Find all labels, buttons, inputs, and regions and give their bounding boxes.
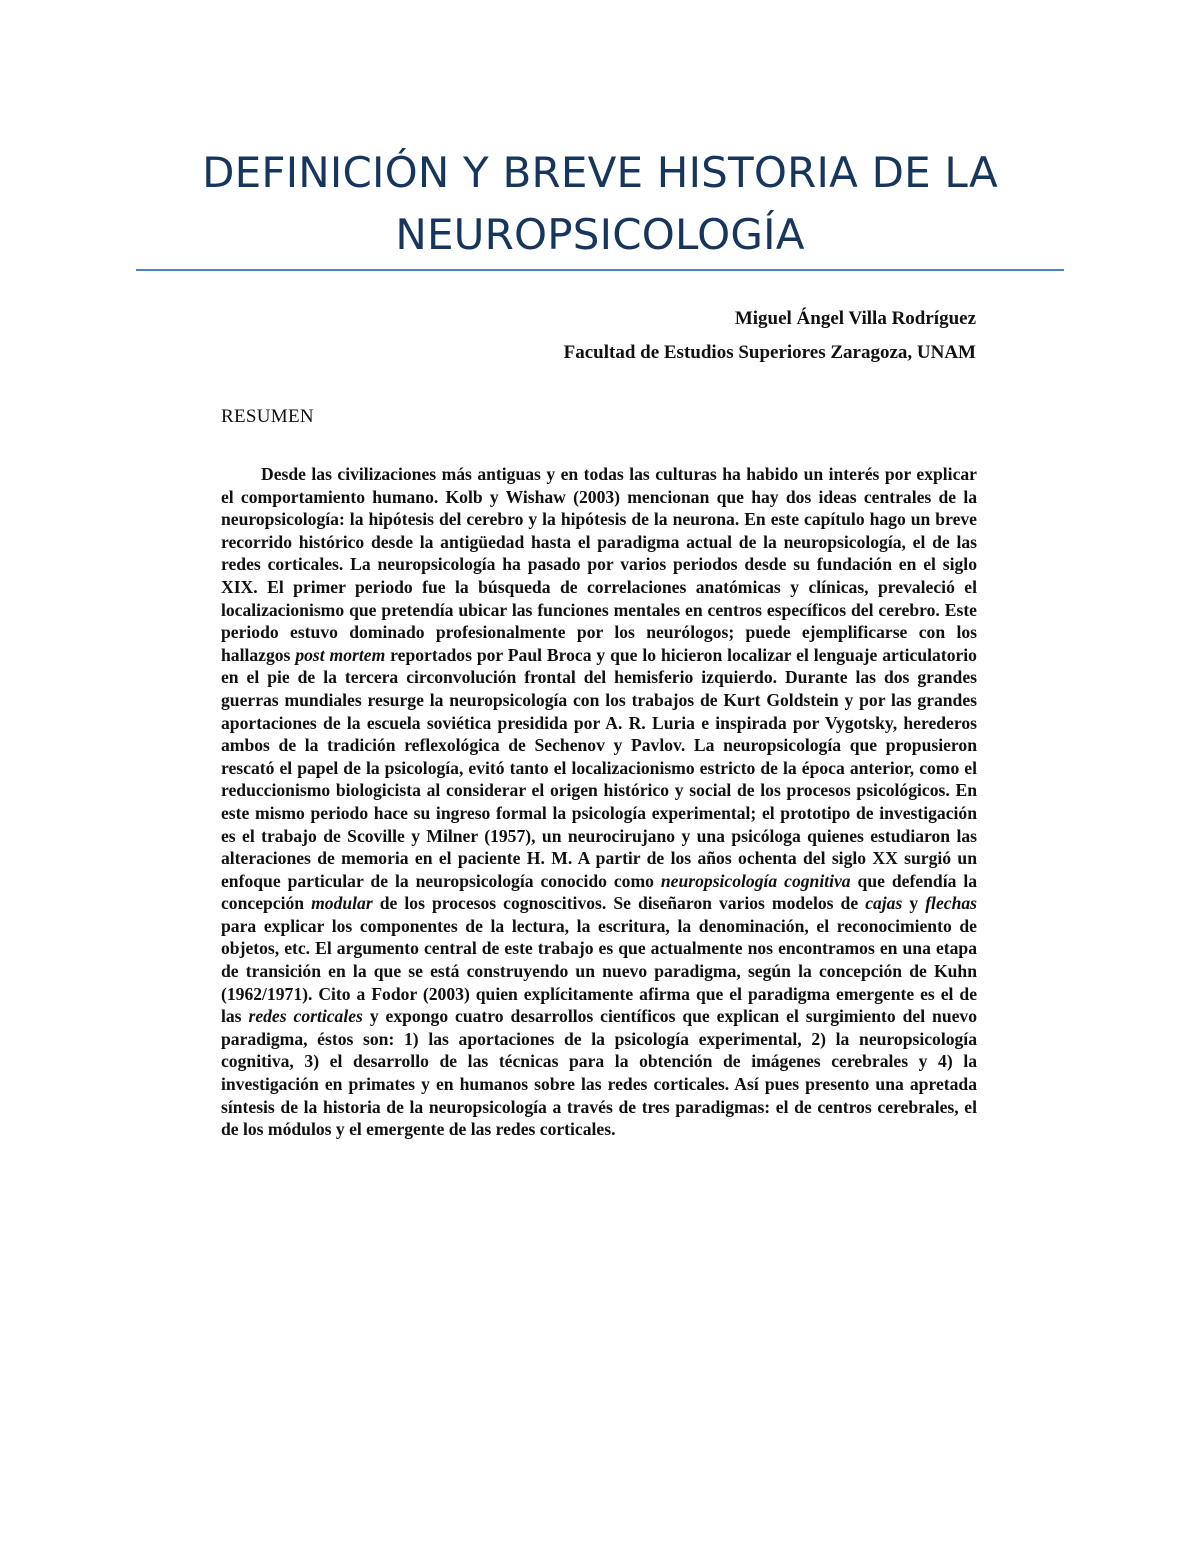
page-title-line-1: DEFINICIÓN Y BREVE HISTORIA DE LA	[202, 148, 998, 197]
abstract-italic-term: post mortem	[295, 644, 386, 665]
page-title-line-2: NEUROPSICOLOGÍA	[395, 210, 805, 259]
abstract-text: que defendía la concepción	[221, 870, 978, 914]
page-title	[136, 142, 1064, 266]
section-heading: RESUMEN	[221, 406, 314, 427]
abstract-italic-term: neuropsicología cognitiva	[660, 870, 851, 891]
abstract-text: y	[902, 893, 926, 914]
abstract-italic-term: redes corticales	[248, 1006, 363, 1027]
abstract-text: de los procesos cognoscitivos. Se diseñaron varios modelos de	[372, 893, 866, 914]
abstract-text: reportados por Paul Broca y que lo hicieron localizar el lenguaje articulatorio en el pie de la tercera circonvolución frontal del hemisferio izquierdo. Durante las dos grandes guerras mundiales resurge la neuropsicología con los trabajos de Kurt Goldstein y por las grandes aportaciones de la escuela soviética presidida por A. R. Luria e inspirada por Vygotsky, herederos ambos de la tradición reflexológica de Sechenov y Pavlov. La neuropsicología que propusieron rescató el papel de la psicología, evitó tanto el localizacionismo estricto de la época anterior, como el reduccionismo biologicista al considerar el origen histórico y social de los procesos psicológicos. En este mismo periodo hace su ingreso formal la psicología experimental; el prototipo de investigación es el trabajo de Scoville y Milner (1957), un neurocirujano y una psicóloga quienes estudiaron las alteraciones de memoria en el paciente H. M. A partir de los años ochenta del siglo XX surgió un enfoque particular de la neuropsicología conocido como	[221, 644, 977, 891]
author-name: Miguel Ángel Villa Rodríguez	[734, 308, 976, 329]
abstract-italic-term: modular	[311, 893, 373, 914]
abstract-paragraph	[221, 463, 977, 1141]
abstract-italic-term: cajas	[865, 893, 903, 914]
abstract-text: Desde las civilizaciones más antiguas y en todas las culturas ha habido un interés por explicar el comportamiento humano. Kolb y Wishaw (2003) mencionan que hay dos ideas centrales de la neuropsicología: la hipótesis del cerebro y la hipótesis de la neurona. En este capítulo hago un breve recorrido histórico desde la antigüedad hasta el paradigma actual de la neuropsicología, el de las redes corticales. La neuropsicología ha pasado por varios periodos desde su fundación en el siglo XIX. El primer periodo fue la búsqueda de correlaciones anatómicas y clínicas, prevaleció el localizacionismo que pretendía ubicar las funciones mentales en centros específicos del cerebro. Este periodo estuvo dominado profesionalmente por los neurólogos; puede ejemplificarse con los hallazgos	[221, 464, 977, 665]
author-affiliation: Facultad de Estudios Superiores Zaragoza, UNAM	[563, 342, 976, 363]
abstract-italic-term: flechas	[925, 893, 977, 914]
title-divider	[136, 269, 1064, 271]
abstract-text: y expongo cuatro desarrollos científicos que explican el surgimiento del nuevo paradigma, éstos son: 1) las aportaciones de la psicología experimental, 2) la neuropsicología cognitiva, 3) el desarrollo de las técnicas para la obtención de imágenes cerebrales y 4) la investigación en primates y en humanos sobre las redes corticales. Así pues presento una apretada síntesis de la historia de la neuropsicología a través de tres paradigmas: el de centros cerebrales, el de los módulos y el emergente de las redes corticales.	[221, 1006, 978, 1140]
author-block	[564, 302, 976, 370]
abstract-text: para explicar los componentes de la lectura, la escritura, la denominación, el reconocimiento de objetos, etc. El argumento central de este trabajo es que actualmente nos encontramos en una etapa de transición en la que se está construyendo un nuevo paradigma, según la concepción de Kuhn (1962/1971). Cito a Fodor (2003) quien explícitamente afirma que el paradigma emergente es el de las	[221, 915, 977, 1027]
